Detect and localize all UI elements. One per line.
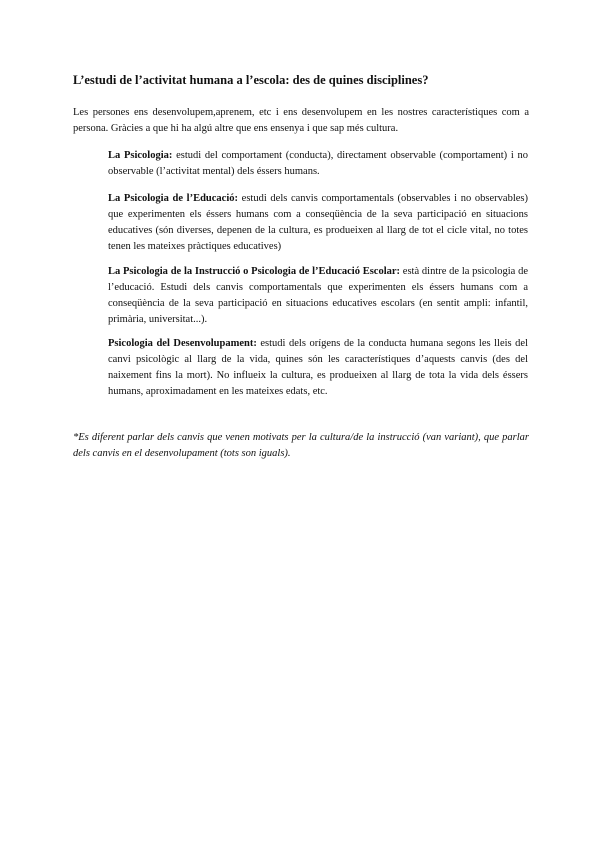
footnote: *Es diferent parlar dels canvis que venen motivats per la cultura/de la instrucció (van variant), que parlar dels canvis en el desenvolupament (tots son iguals). [73, 432, 529, 459]
definition-text: estudi dels canvis comportamentals (observables i no observables) que experimenten els éssers humans com a conseqüència de la seva participació en situacions educatives (són diverses, depenen de la cultura, es produeixen al llarg de tot el cicle vital, no totes tenen les mateixes pràctiques educatives) [108, 193, 528, 252]
definition-psicologia-instruccio [108, 264, 528, 328]
definition-psicologia-desenvolupament [108, 336, 528, 400]
intro-paragraph: Les persones ens desenvolupem,aprenem, etc i ens desenvolupem en les nostres característiques com a persona. Gràcies a que hi ha algú altre que ens ensenya i que sap més cultura. [73, 107, 529, 134]
definition-text: estudi dels orígens de la conducta humana segons les lleis del canvi psicològic al llarg de la vida, quines són les característiques d’aquests canvis (des del naixement fins la mort). No influeix la cultura, es produeixen al llarg de tota la vida dels éssers humans, aproximadament en les mateixes edats, etc. [108, 338, 528, 397]
definition-term: La Psicologia de la Instrucció o Psicologia de l’Educació Escolar: [108, 266, 401, 277]
definition-text: estudi del comportament (conducta), directament observable (comportament) i no observable (l’activitat mental) dels éssers humans. [108, 150, 528, 177]
definition-term: Psicologia del Desenvolupament: [108, 338, 257, 349]
definition-psicologia [108, 148, 528, 180]
definition-term: La Psicologia de l’Educació: [108, 193, 238, 204]
definition-term: La Psicologia: [108, 150, 173, 161]
definition-text: està dintre de la psicologia de l’educació. Estudi dels canvis comportamentals que experimenten els éssers humans com a conseqüència de la seva participació en situacions educatives escolars (en sentit ampli: infantil, primària, universitat...). [108, 266, 529, 325]
definition-psicologia-educacio [108, 191, 528, 255]
document-title: L’estudi de l’activitat humana a l’escola: des de quines disciplines? [73, 73, 429, 87]
